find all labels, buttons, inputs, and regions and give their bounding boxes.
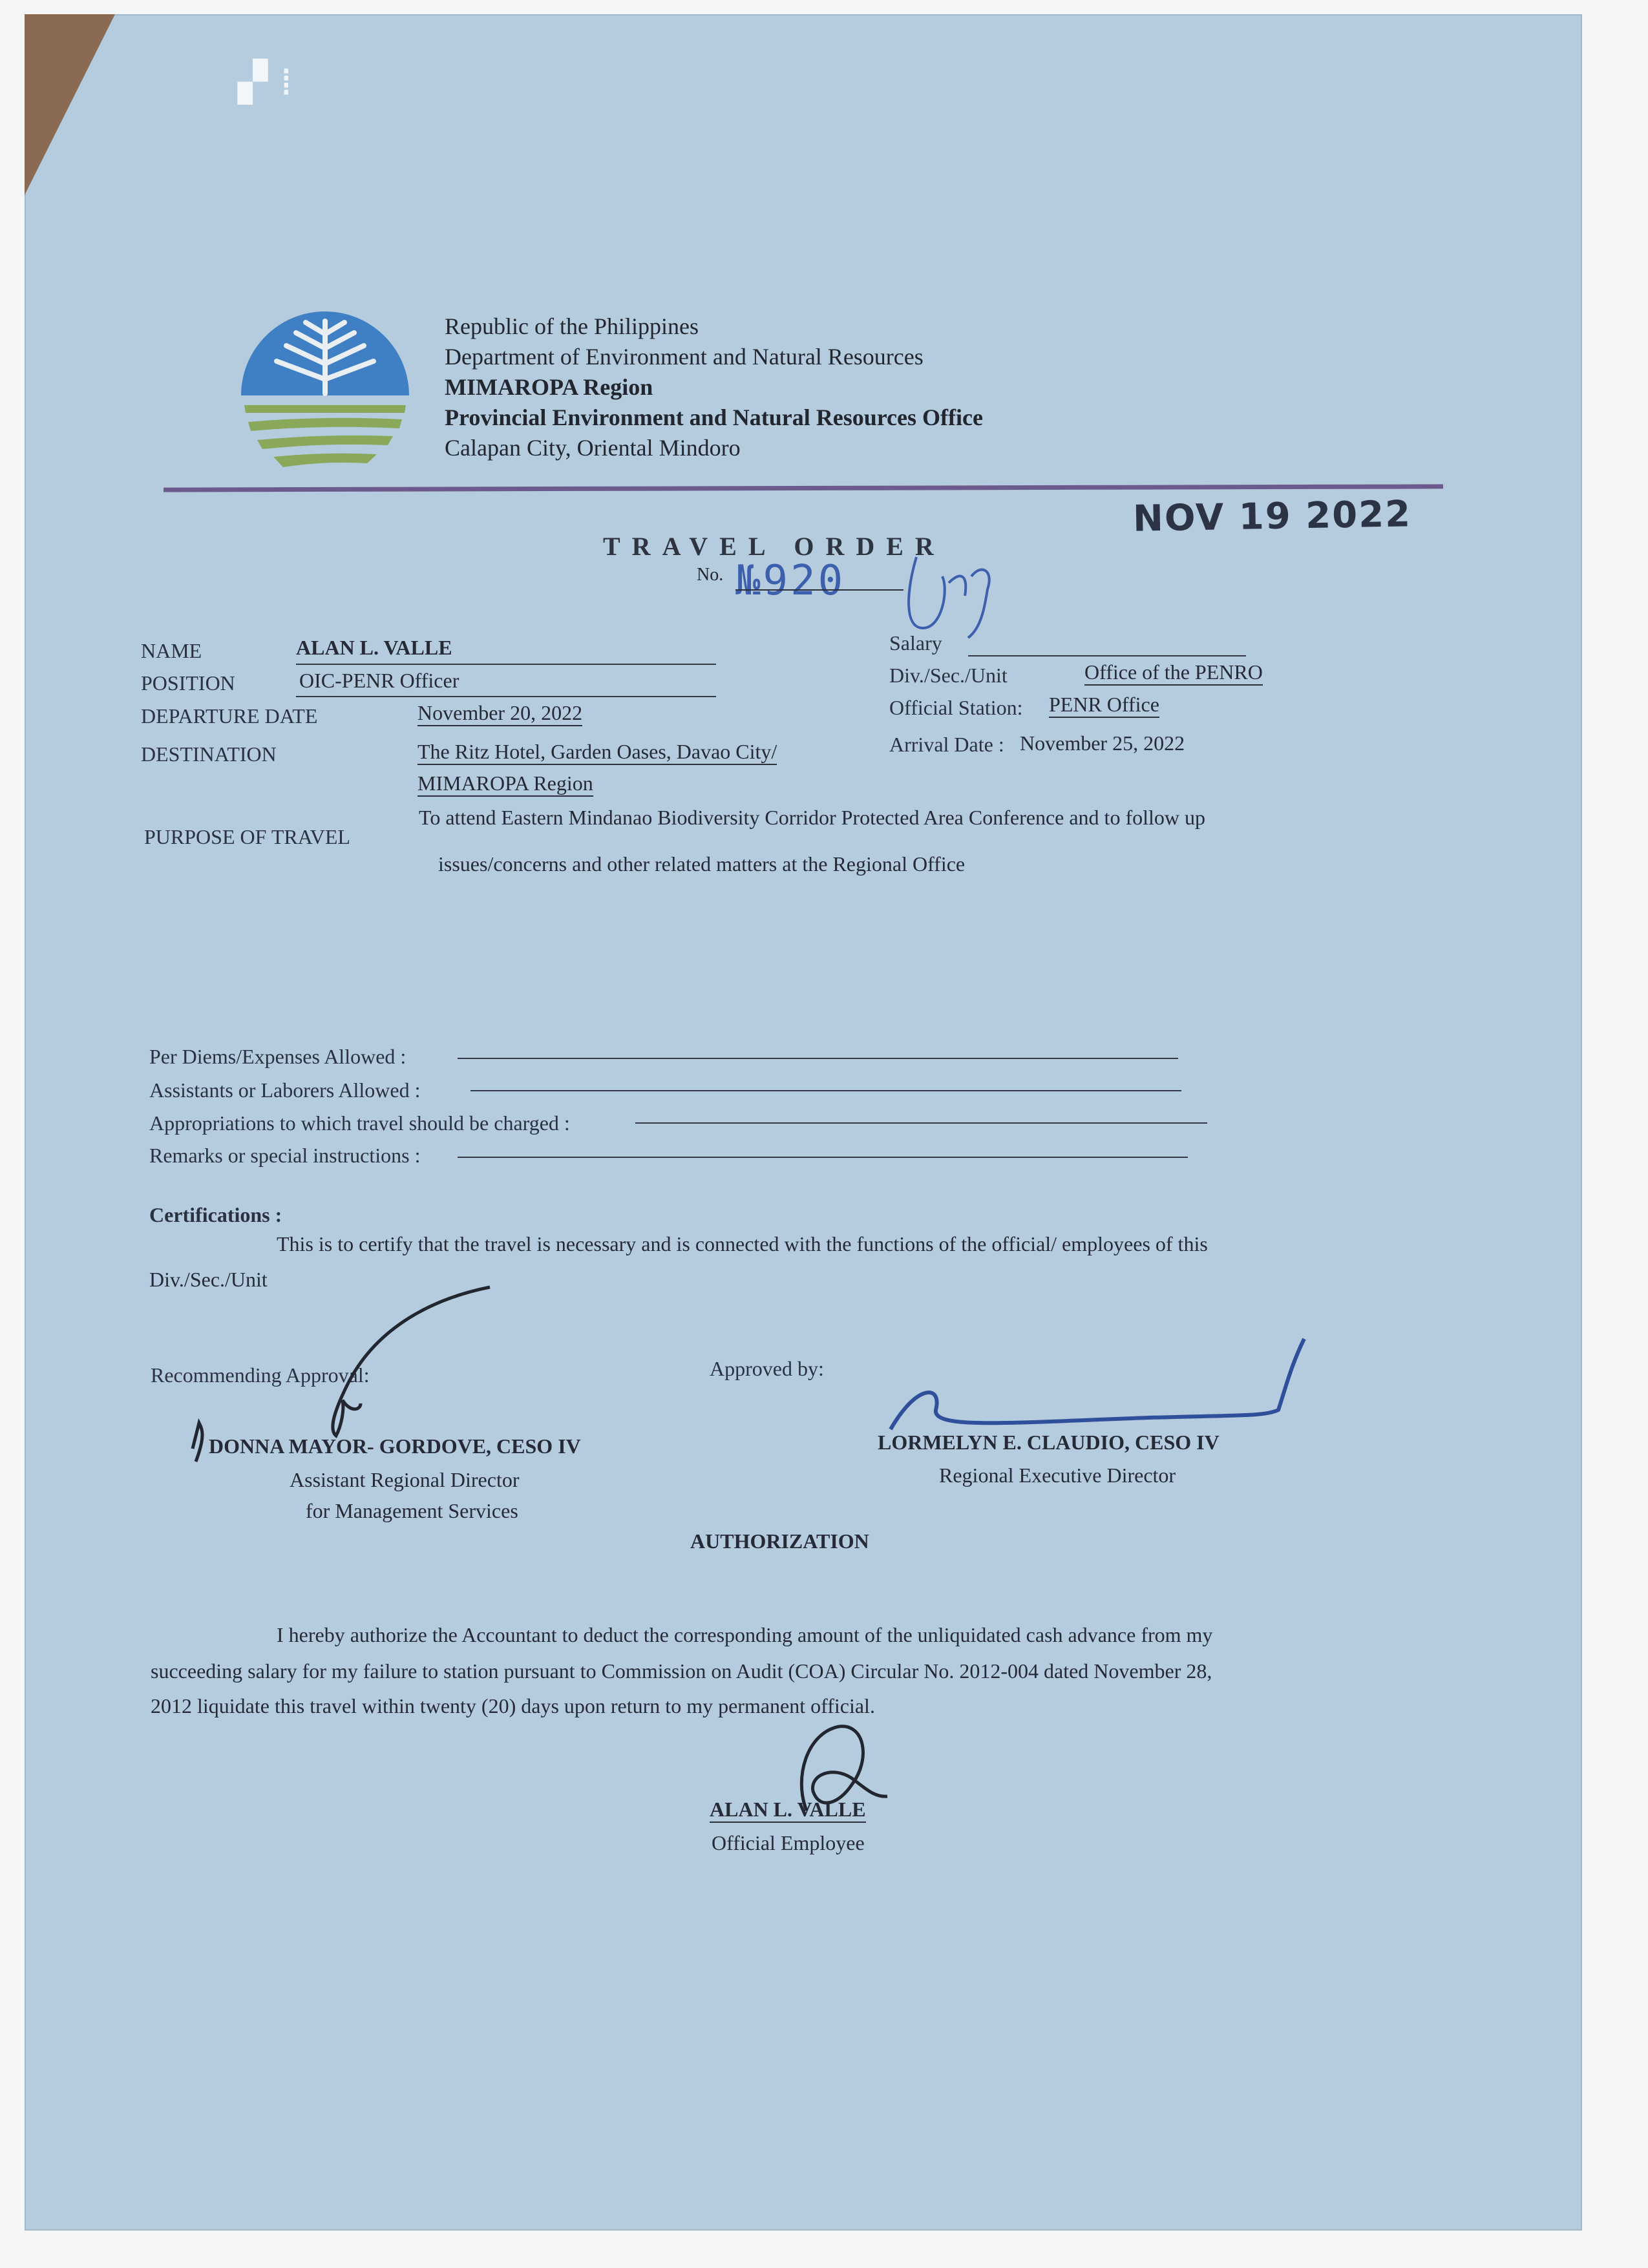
remarks-label: Remarks or special instructions : — [149, 1144, 421, 1167]
position-underline — [296, 696, 716, 697]
purpose-line2: issues/concerns and other related matters at the Regional Office — [438, 852, 966, 876]
recommender-name: DONNA MAYOR- GORDOVE, CESO IV — [209, 1434, 581, 1458]
recommender-title-line1: Assistant Regional Director — [290, 1468, 520, 1491]
header-line-city: Calapan City, Oriental Mindoro — [445, 435, 741, 461]
official-station-value: PENR Office — [1049, 693, 1159, 718]
header-line-department: Department of Environment and Natural Resources — [445, 344, 924, 370]
assistants-line — [470, 1090, 1181, 1091]
denr-logo — [238, 308, 412, 483]
document-title: TRAVEL ORDER — [603, 532, 945, 561]
order-number-label: No. — [697, 565, 724, 585]
purpose-line1: To attend Eastern Mindanao Biodiversity Corridor Protected Area Conference and to follow up — [419, 806, 1205, 829]
arrival-value: November 25, 2022 — [1020, 731, 1185, 755]
approved-by-label: Approved by: — [710, 1357, 824, 1380]
per-diems-line — [458, 1058, 1178, 1059]
appropriations-line — [635, 1122, 1207, 1124]
order-number-stamp: №920 — [735, 557, 846, 605]
salary-label: Salary — [889, 631, 942, 655]
name-label: NAME — [141, 639, 202, 662]
certifications-heading: Certifications : — [149, 1203, 282, 1226]
date-stamp: NOV 19 2022 — [1132, 493, 1412, 540]
authorization-text-line1: I hereby authorize the Accountant to deduct the corresponding amount of the unliquidated cash advance from my — [277, 1623, 1213, 1646]
document-page — [25, 14, 1582, 2231]
order-number-line — [735, 589, 903, 591]
recommending-approval-label: Recommending Approval: — [151, 1363, 370, 1387]
header-divider — [164, 484, 1443, 492]
initials-signature — [903, 551, 1007, 644]
authorization-text-line2: succeeding salary for my failure to station pursuant to Commission on Audit (COA) Circular No. 2012-004 dated November 28, — [151, 1659, 1212, 1683]
salary-underline — [968, 655, 1246, 656]
destination-label: DESTINATION — [141, 742, 277, 766]
assistants-label: Assistants or Laborers Allowed : — [149, 1078, 421, 1102]
official-station-label: Official Station: — [889, 696, 1023, 719]
recommender-title-line2: for Management Services — [306, 1499, 518, 1522]
destination-value-line1: The Ritz Hotel, Garden Oases, Davao City/ — [417, 740, 777, 765]
certification-text-line1: This is to certify that the travel is necessary and is connected with the functions of the official/ employees of this — [277, 1232, 1208, 1255]
position-label: POSITION — [141, 671, 235, 695]
authorization-text-line3: 2012 liquidate this travel within twenty (20) days upon return to my permanent official. — [151, 1694, 875, 1717]
position-value: OIC-PENR Officer — [299, 669, 460, 692]
appropriations-label: Appropriations to which travel should be charged : — [149, 1111, 570, 1135]
arrival-label: Arrival Date : — [889, 733, 1004, 756]
letterhead — [445, 311, 983, 463]
departure-label: DEPARTURE DATE — [141, 704, 318, 728]
name-underline — [296, 664, 716, 665]
page-corner-fold — [25, 14, 115, 195]
approver-title: Regional Executive Director — [939, 1464, 1176, 1487]
per-diems-label: Per Diems/Expenses Allowed : — [149, 1045, 407, 1068]
header-line-region: MIMAROPA Region — [445, 374, 653, 400]
authorization-heading: AUTHORIZATION — [690, 1529, 869, 1553]
div-sec-unit-label: Div./Sec./Unit — [889, 664, 1008, 687]
certification-text-line2: Div./Sec./Unit — [149, 1268, 268, 1291]
name-text: ALAN L. VALLE — [296, 636, 452, 659]
div-sec-unit-value: Office of the PENRO — [1084, 660, 1263, 686]
scanner-mark: ▞ ⁞ — [238, 59, 293, 105]
name-value — [296, 636, 716, 660]
purpose-label: PURPOSE OF TRAVEL — [144, 825, 350, 848]
header-line-republic: Republic of the Philippines — [445, 313, 699, 339]
departure-value: November 20, 2022 — [417, 701, 582, 726]
approver-name: LORMELYN E. CLAUDIO, CESO IV — [878, 1431, 1220, 1454]
header-line-office: Provincial Environment and Natural Resources Office — [445, 404, 983, 430]
employee-name: ALAN L. VALLE — [710, 1798, 866, 1823]
destination-value-line2: MIMAROPA Region — [417, 772, 593, 797]
employee-title: Official Employee — [712, 1831, 865, 1854]
remarks-line — [458, 1157, 1188, 1158]
